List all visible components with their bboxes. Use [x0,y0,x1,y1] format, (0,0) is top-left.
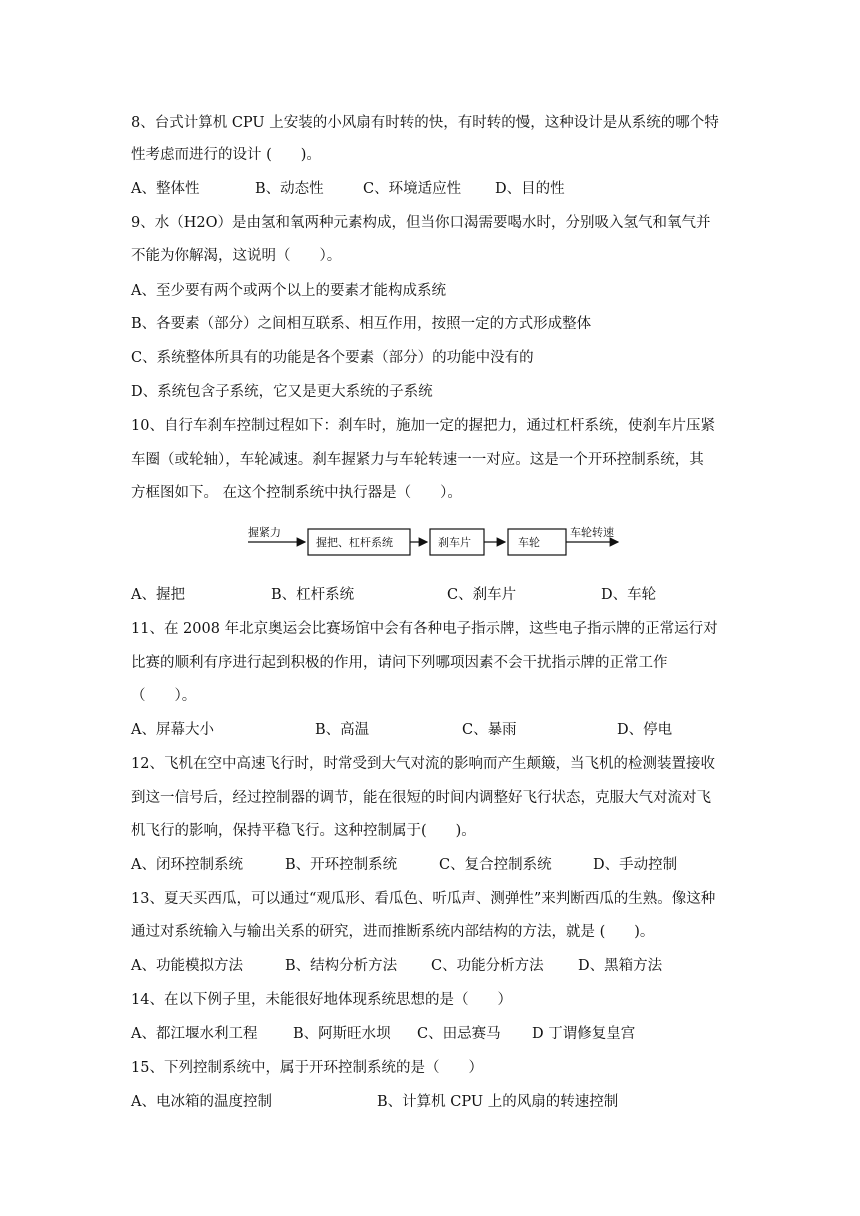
q9-line-1: 9、水（H2O）是由氢和氧两种元素构成，但当你口渴需要喝水时，分别吸入氢气和氧气并 [131,215,711,231]
q14-option-c[interactable]: C、田忌赛马 [417,1026,501,1042]
q15-option-b[interactable]: B、计算机 CPU 上的风扇的转速控制 [377,1094,619,1110]
q13-option-a[interactable]: A、功能模拟方法 [131,958,243,974]
q9-option-c[interactable]: C、系统整体所具有的功能是各个要素（部分）的功能中没有的 [131,350,534,366]
q13-option-b[interactable]: B、结构分析方法 [285,958,398,974]
q8-option-c[interactable]: C、环境适应性 [363,181,462,197]
q11-option-b[interactable]: B、高温 [315,722,370,738]
q10-option-b[interactable]: B、杠杆系统 [271,587,355,603]
q8-option-a[interactable]: A、整体性 [131,181,200,197]
diagram-output-label: 车轮转速 [570,526,614,539]
q12-option-a[interactable]: A、闭环控制系统 [131,857,243,873]
q15-line-1: 15、下列控制系统中，属于开环控制系统的是（ ） [131,1060,483,1076]
q10-line-1: 10、自行车刹车控制过程如下：刹车时，施加一定的握把力，通过杠杆系统，使刹车片压紧 [131,418,715,434]
q8-option-d[interactable]: D、目的性 [495,181,565,197]
q9-option-a[interactable]: A、至少要有两个或两个以上的要素才能构成系统 [131,283,446,299]
q8-option-b[interactable]: B、动态性 [255,181,324,197]
q13-line-2: 通过对系统输入与输出关系的研究，进而推断系统内部结构的方法，就是 ( )。 [131,924,655,940]
q11-line-3: （ ）。 [131,688,197,704]
block-diagram [248,522,628,562]
q10-option-d[interactable]: D、车轮 [601,587,657,603]
q10-option-a[interactable]: A、握把 [131,587,185,603]
q13-option-d[interactable]: D、黑箱方法 [578,958,663,974]
q14-option-b[interactable]: B、阿斯旺水坝 [293,1026,391,1042]
q14-line-1: 14、在以下例子里，未能很好地体现系统思想的是（ ） [131,992,512,1008]
q10-line-2: 车圈（或轮轴），车轮减速。刹车握紧力与车轮转速一一对应。这是一个开环控制系统，其 [131,452,704,468]
q13-options [131,956,741,976]
q9-line-2: 不能为你解渴，这说明（ ）。 [131,248,342,264]
q10-options [131,585,741,605]
q12-line-3: 机飞行的影响，保持平稳飞行。这种控制属于( )。 [131,823,476,839]
q12-option-b[interactable]: B、开环控制系统 [285,857,398,873]
q12-line-1: 12、飞机在空中高速飞行时，时常受到大气对流的影响而产生颠簸，当飞机的检测装置接收 [131,756,715,772]
q12-option-d[interactable]: D、手动控制 [593,857,678,873]
q11-option-d[interactable]: D、停电 [617,722,673,738]
q8-line-2: 性考虑而进行的设计 ( )。 [131,147,321,163]
q9-option-d[interactable]: D、系统包含子系统，它又是更大系统的子系统 [131,384,433,400]
q12-options [131,855,741,875]
q13-line-1: 13、夏天买西瓜，可以通过“观瓜形、看瓜色、听瓜声、测弹性”来判断西瓜的生熟。像这种 [131,891,716,907]
q11-line-1: 11、在 2008 年北京奥运会比赛场馆中会有各种电子指示牌，这些电子指示牌的正常运行对 [131,621,718,637]
q11-option-a[interactable]: A、屏幕大小 [131,722,214,738]
q14-options [131,1024,741,1044]
q14-option-d[interactable]: D 丁谓修复皇宫 [532,1026,636,1042]
q13-option-c[interactable]: C、功能分析方法 [431,958,544,974]
q8-line-1: 8、台式计算机 CPU 上安装的小风扇有时转的快，有时转的慢，这种设计是从系统的哪个特 [131,115,719,131]
diagram-block-wheel-label: 车轮 [518,536,540,549]
q10-line-3: 方框图如下。 在这个控制系统中执行器是（ ）。 [131,485,462,501]
q15-options [131,1092,741,1112]
q11-option-c[interactable]: C、暴雨 [462,722,517,738]
q12-option-c[interactable]: C、复合控制系统 [439,857,552,873]
q12-line-2: 到这一信号后，经过控制器的调节，能在很短的时间内调整好飞行状态，克服大气对流对飞 [131,790,711,806]
q10-option-c[interactable]: C、刹车片 [447,587,517,603]
q8-options [131,179,741,199]
q11-line-2: 比赛的顺利有序进行起到积极的作用，请问下列哪项因素不会干扰指示牌的正常工作 [131,655,668,671]
q14-option-a[interactable]: A、都江堰水利工程 [131,1026,258,1042]
diagram-block-lever-label: 握把、杠杆系统 [316,536,393,549]
q11-options [131,720,741,740]
q9-option-b[interactable]: B、各要素（部分）之间相互联系、相互作用，按照一定的方式形成整体 [131,316,592,332]
diagram-block-brake-pad-label: 刹车片 [438,536,471,549]
q15-option-a[interactable]: A、电冰箱的温度控制 [131,1094,272,1110]
diagram-input-label: 握紧力 [248,526,281,539]
